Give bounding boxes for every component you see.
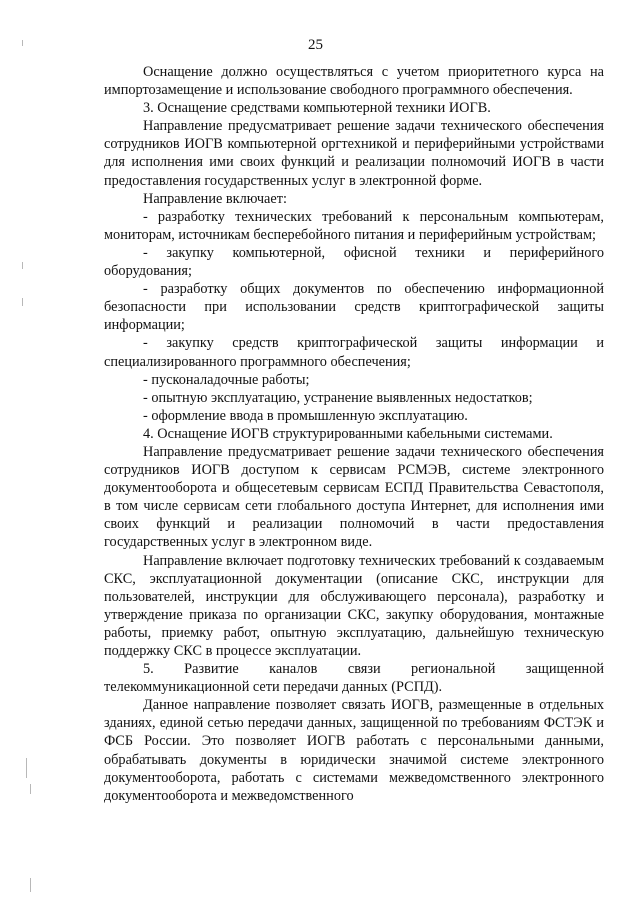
list-item: - разработку технических требований к персональным компьютерам, мониторам, источникам бесперебойного питания и периферийным устройствам; [104,208,604,243]
paragraph-direction-4-includes: Направление включает подготовку технических требований к создаваемым СКС, эксплуатационной документации (описание СКС, инструкции для пользователей, инструкции для обслуживающего персонала), разработку и утверждение приказа по организации СКС, закупку оборудования, монтажные работы, приемку работ, опытную эксплуатацию, дальнейшую техническую поддержку СКС в процессе эксплуатации. [104,552,604,659]
heading-section-3: 3. Оснащение средствами компьютерной техники ИОГВ. [143,100,491,117]
heading-section-5: 5. Развитие каналов связи региональной защищенной телекоммуникационной сети передачи данных (РСПД). [104,661,604,696]
list-item: - закупку компьютерной, офисной техники и периферийного оборудования; [104,244,604,280]
list-item: - разработку общих документов по обеспечению информационной безопасности при использовании средств криптографической защиты информации; [104,281,604,334]
page-number: 25 [308,37,323,53]
paragraph-direction-4: Направление предусматривает решение задачи технического обеспечения сотрудников ИОГВ доступом к сервисам РСМЭВ, системе электронного документооборота и общесетевым сервисам ЕСПД Правительства Севастополя, в том числе сервисам сети глобального доступа Интернет, для исполнения ими своих функций и реализации полномочий в части предоставления государственных услуг в электронном виде. [104,443,604,551]
paragraph-import-substitution: Оснащение должно осуществляться с учетом приоритетного курса на импортозамещение и использование свободного программного обеспечения. [104,64,604,99]
list-item: - опытную эксплуатацию, устранение выявленных недостатков; [143,389,533,406]
scan-margin-mark [22,262,23,269]
scan-margin-mark [26,758,27,778]
list-item: - пусконаладочные работы; [143,371,310,388]
list-item: - закупку средств криптографической защиты информации и специализированного программного обеспечения; [104,335,604,370]
body-text [104,63,604,805]
heading-section-4: 4. Оснащение ИОГВ структурированными кабельными системами. [143,425,553,442]
scan-margin-mark [22,298,23,306]
paragraph-direction-includes: Направление включает: [143,190,287,207]
paragraph-direction-5: Данное направление позволяет связать ИОГВ, размещенные в отдельных зданиях, единой сетью передачи данных, защищенной по требованиям ФСТЭК и ФСБ России. Это позволяет ИОГВ работать с персональными данными, обрабатывать документы в юридически значимой системе электронного документооборота, работать с системами межведомственного электронного документооборота и межведомственного [104,697,604,804]
list-item: - оформление ввода в промышленную эксплуатацию. [143,407,468,424]
scan-margin-mark [30,784,31,794]
paragraph-direction-3: Направление предусматривает решение задачи технического обеспечения сотрудников ИОГВ компьютерной оргтехникой и периферийными устройствами для исполнения ими своих функций и реализации полномочий ИОГВ в части предоставления государственных услуг в электронной форме. [104,118,604,189]
scan-margin-mark [30,878,31,892]
